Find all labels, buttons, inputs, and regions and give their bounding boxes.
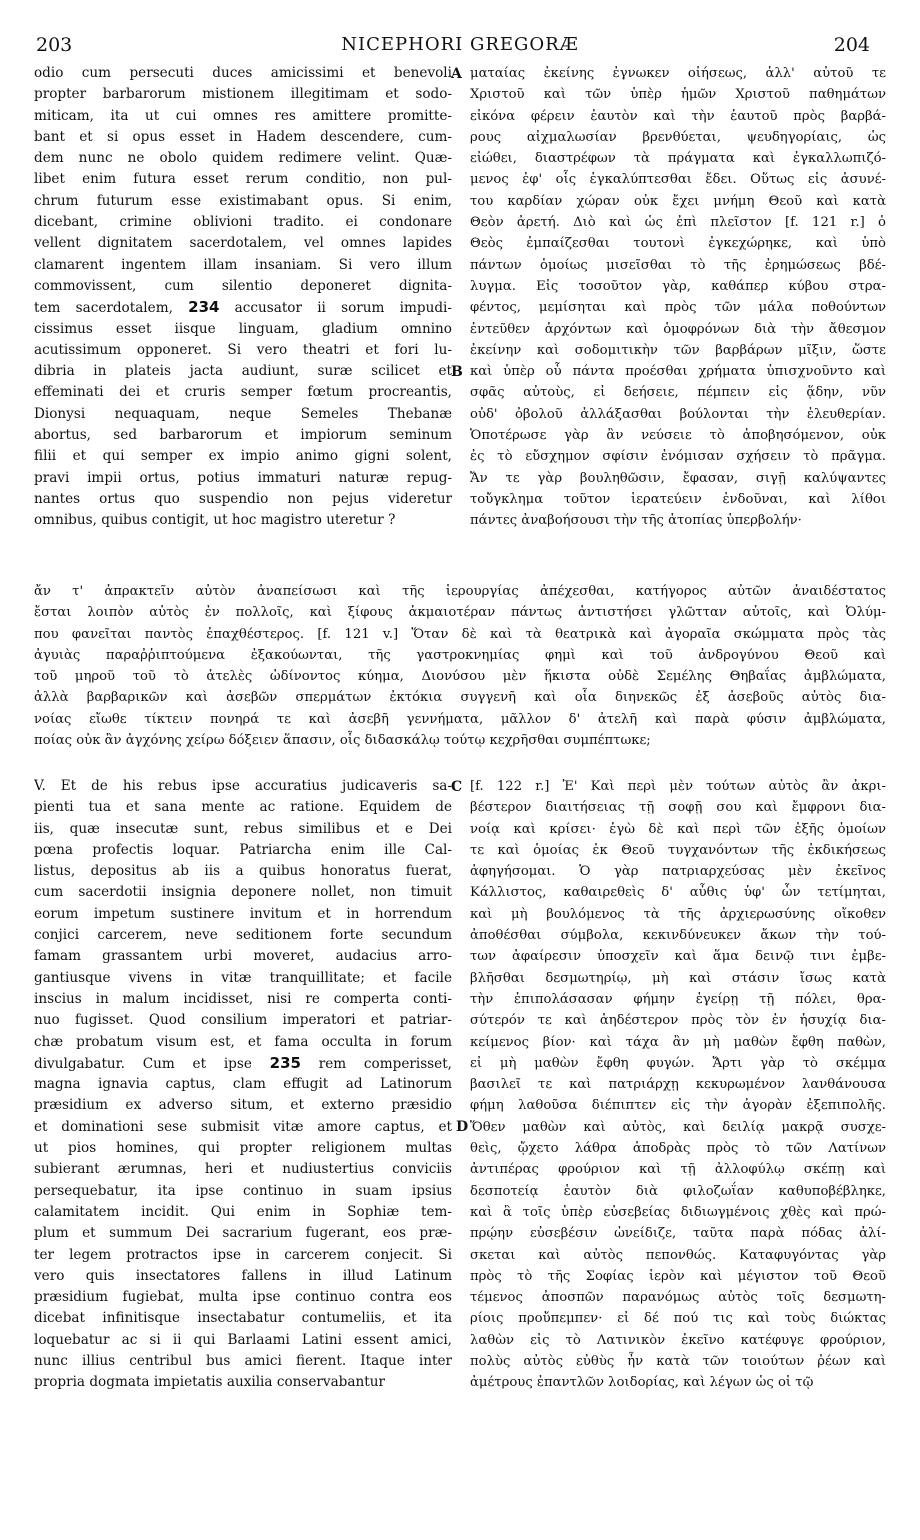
text-line: effeminati dei et cruris semper fœtum procreantis, [34, 384, 452, 401]
text-line: cissimus esset iisque linguam, gladium omnino [34, 320, 452, 337]
greek-column-top [470, 63, 886, 532]
text-line: chrum futurum esse existimabant opus. Si enim, [34, 192, 452, 209]
text-line: δεσποτείᾳ ἑαυτὸν διὰ φιλοζωΐαν καθυποβέβληκε, [470, 1183, 886, 1199]
text-line: καὶ μὴ βουλόμενος τὰ τῆς ἀρχιερωσύνης οἴκοθεν [470, 906, 886, 922]
text-line: conjici carcerem, neve seditionem forte secundum [34, 927, 452, 944]
text-line [34, 1053, 452, 1074]
text-line: cum sacerdotii insignia deponere nollet, non timuit [34, 884, 452, 901]
text-line: καὶ ὑπὲρ οὗ πάντα προέσθαι χρήματα ὑπισχνοῦντο καὶ [470, 364, 886, 380]
text-line: præsidium ex adverso situm, et externo præsidio [34, 1097, 452, 1114]
text-line: dibria in plateis jacta audiunt, suræ scilicet et [34, 363, 452, 380]
running-title: NICEPHORI GREGORÆ [341, 34, 579, 55]
text-line: plum et summum Dei sacrarium fugerant, eos præ- [34, 1225, 452, 1242]
text-line: ἐκείνην καὶ σοδομιτικὴν τῶν βαρβάρων μῖξιν, ὥστε [470, 342, 886, 358]
text-line: ποίας οὐκ ἂν ἀγχόνης χείρω δόξειεν ἅπασιν, οἷς διδασκάλῳ τούτῳ κεχρῆσθαι συμπέπτωκε; [34, 733, 651, 749]
text-line: nantes ortus quo suspendio non pejus videretur [34, 490, 452, 507]
text-line: του καρδίαν χώραν οὐκ ἔχει μνήμη Θεοῦ καὶ κατὰ [470, 193, 886, 209]
text-line: φήμη λαθοῦσα διέπιπτεν εἰς τὴν ἀγορὰν ἐξεπιπολῆς. [470, 1098, 886, 1114]
text-line: ἀλλὰ βαρβαρικῶν καὶ ἀσεβῶν σπερμάτων ἐκτόκια συγγενῆ καὶ οἷα διηνεκῶς ἐξ ἀσεβοῦς αὐτὸς δια- [34, 690, 886, 706]
text-line: et dominationi sese submisit vitæ amore captus, et [34, 1118, 452, 1135]
latin-column-bottom [34, 776, 452, 1394]
text-line: βλῆσθαι δεσμωτηρίῳ, μὴ καὶ στάσιν ἴσως κατὰ [470, 970, 886, 986]
text-line: ἀμέτρους ἐπαντλῶν λοιδορίας, καὶ λέγων ὡς οἱ τῷ [470, 1375, 814, 1391]
text-line: ἐντεῦθεν ἀρχόντων καὶ ὁμοφρόνων διὰ τὴν ἄθεσμον [470, 321, 886, 337]
latin-column-top [34, 63, 452, 532]
text-line: subierant ærumnas, heri et nudiustertius conviciis [34, 1161, 452, 1178]
text-line: πρὸς τὸ τῆς Σοφίας ἱερὸν καὶ μέγιστον τοῦ Θεοῦ [470, 1268, 886, 1284]
text-line: loquebatur ac si ii qui Barlaami Latini essent amici, [34, 1331, 452, 1348]
text-line: Θεὸν ἀρετή. Διὸ καὶ ὡς ἐπὶ πλεῖστον [f. 121 r.] ὁ [470, 215, 886, 231]
text-line: listus, depositus ab iis a quibus honoratus fuerat, [34, 863, 452, 880]
text-line: ρους αἰχμαλωσίαν βρενθύεται, ψευδηγορίαις, ὡς [470, 129, 886, 145]
text-line: pravi impii ortus, potius immaturi naturæ repug- [34, 469, 452, 486]
margin-marker-b: B [451, 364, 463, 380]
text-line: pienti tua et sana mente ac ratione. Equidem de [34, 799, 452, 816]
text-line: propria dogmata impietatis auxilia conservabantur [34, 1374, 385, 1391]
text-line: nunc illius centribul bus amici fierent. Itaque inter [34, 1353, 452, 1370]
text-line-start: divulgabatur. Cum et ipse [34, 1055, 270, 1072]
text-line: libet enim futura esset rerum conditio, non pul- [34, 171, 452, 188]
text-line: πρῴην εὐσεβέσιν ὠνείδιζε, ταῦτα παρὰ πόδας ἀλί- [470, 1226, 886, 1242]
text-line: σκεται καὶ αὐτὸς πεπονθώς. Καταφυγόντας γὰρ [470, 1247, 886, 1263]
text-line: commovissent, cum silentio deponeret dignita- [34, 277, 452, 294]
original-page-number: 235 [269, 1053, 301, 1072]
text-line: ἀποθέσθαι σύμβολα, κεκινδύνευκεν ἄκων τὴν τού- [470, 928, 886, 944]
right-page-number: 204 [833, 34, 870, 56]
text-line: νοίᾳ καὶ κρίσει· ἐγὼ δὲ καὶ περὶ τῶν ἑξῆς ὁμοίων [470, 821, 886, 837]
text-line: calamitatem incidit. Qui enim in Sophiæ tem- [34, 1203, 452, 1220]
text-line: famam grassantem urbi moveret, audacius arro- [34, 948, 452, 965]
text-line: omnibus, quibus contigit, ut hoc magistro uteretur ? [34, 512, 396, 529]
margin-marker-a: A [451, 66, 462, 82]
text-line: ἐς τὸ εὔσχημον σφίσιν ἐνόμισαν σχήσειν τὸ πρᾶγμα. [470, 449, 886, 465]
text-line: τοῦ μηροῦ τοῦ τὸ ἀτελὲς ὠδίνοντος κύημα, Διονύσου μὲν ἥκιστα οὐδὲ Σεμέλης Θηβαΐας ἀμβλώματα, [34, 669, 886, 685]
text-line: εἰκόνα φέρειν ἑαυτὸν καὶ τὴν ἑαυτοῦ πρὸς βαρβά- [470, 108, 886, 124]
margin-marker-c: C [451, 779, 463, 795]
text-line: Κάλλιστος, καθαιρεθεὶς δ' αὖθις ὑφ' ὧν τετίμηται, [470, 885, 886, 901]
text-line: κείμενος βίον· καὶ τάχα ἂν μὴ μαθὼν ἔφθη παθὼν, [470, 1034, 886, 1050]
left-page-number: 203 [36, 34, 73, 56]
page-header [0, 34, 920, 56]
text-line: nuo fugisset. Quod consilium imperatori et patriar- [34, 1012, 452, 1029]
text-line: νοίας εἴωθε τίκτειν πονηρά τε καὶ ἀσεβῆ γεννήματα, μᾶλλον δ' ἀτελῆ καὶ παρὰ φύσιν ἀμβλώματα, [34, 711, 886, 727]
text-line: inscius in malum incidisset, nisi re comperta conti- [34, 990, 452, 1007]
greek-column-bottom [470, 776, 886, 1394]
text-line-end: rem comperisset, [300, 1055, 452, 1072]
text-line: πάντες ἀναβοήσουσι τὴν τῆς ἀτοπίας ὑπερβολήν· [470, 513, 802, 529]
text-line: iis, quæ insecutæ sunt, rebus similibus et e Dei [34, 820, 452, 837]
greek-full-width-block [34, 581, 886, 751]
text-line: που φανεῖται παντὸς ἐπαχθέστερος. [f. 121 v.] Ὅταν δὲ καὶ τὰ θεατρικὰ καὶ ἀγοραῖα σκώμματα πρὸς τὰς [34, 626, 886, 642]
text-line: chæ probatum visum est, et fama occulta in forum [34, 1033, 452, 1050]
text-line: ter legem protractos ipse in carcerem conjecit. Si [34, 1246, 452, 1263]
text-line: λυγμα. Εἰς τοσοῦτον γὰρ, καθάπερ κύβου στρα- [470, 278, 886, 294]
text-line: abortus, sed barbarorum et impiorum seminum [34, 427, 452, 444]
text-line: Ἄν τε γὰρ βουληθῶσιν, ἔφασαν, σιγῇ καλύψαντες [470, 470, 886, 486]
text-line: V. Et de his rebus ipse accuratius judicaveris sa- [34, 778, 452, 794]
text-line: vero quis insectatores fallens in illud Latinum [34, 1267, 452, 1284]
text-line-end: accusator ii sorum impudi- [219, 300, 452, 317]
text-line: dicebat infinitisque insectabatur contumeliis, et ita [34, 1310, 452, 1327]
text-line: dicebant, crimine oblivioni tradito. ei condonare [34, 214, 452, 231]
margin-marker-d: D [456, 1119, 469, 1135]
text-line: εἰ μὴ μαθὼν ἔφθη φυγών. Ἄρτι γὰρ τὸ σκέμμα [470, 1055, 886, 1071]
text-line: ut pios homines, qui propter religionem multas [34, 1140, 452, 1157]
text-line: βέστερον διαιτήσειας τῇ σοφῇ σου καὶ ἔμφρονι δια- [470, 800, 886, 816]
text-line: magna ignavia captus, clam effugit ad Latinorum [34, 1076, 452, 1093]
text-line: dem nunc ne obolo quidem redimere velint. Quæ- [34, 150, 452, 167]
text-line: των ἀφαίρεσιν ὑποσχεῖν καὶ ἅμα δεινῷ τινι ἐμβε- [470, 949, 886, 965]
text-line: ρίοις προὔπεμπεν· εἰ δέ πού τις καὶ τοὺς διώκτας [470, 1311, 886, 1327]
text-line: τέμενος ἀποσπῶν παρανόμως αὐτὸς τοῖς δεσμωτη- [470, 1290, 886, 1306]
text-line: Χριστοῦ καὶ τῶν ὑπὲρ ἡμῶν Χριστοῦ παθημάτων [470, 87, 886, 103]
text-line: [f. 122 r.] Ἐ' Καὶ περὶ μὲν τούτων αὐτὸς ἂν ἀκρι- [470, 779, 886, 794]
text-line: filii et qui semper ex impio animo gigni solent, [34, 448, 452, 465]
text-line: vellent dignitatem sacerdotalem, vel omnes lapides [34, 235, 452, 252]
text-line: πολὺς αὐτὸς εὐθὺς ἦν κατὰ τῶν τοιούτων ῥέων καὶ [470, 1354, 886, 1370]
text-line: μενος ἐφ' οἷς ἐγκαλύπτεσθαι ἔδει. Οὕτως εἰς ἀσυνέ- [470, 172, 886, 188]
text-line: ἔσται λοιπὸν αὐτὸς ἐν πολλοῖς, καὶ ξίφους ἀκμαιοτέραν πάντως ἀντιστήσει γλῶτταν αὐτοῖς, καὶ Ὀλύμ- [34, 605, 886, 621]
text-line: pœna profectis loquar. Patriarcha enim ille Cal- [34, 841, 452, 858]
text-line: Ὁποτέρωσε γὰρ ἂν νεύσειε τὸ ἀποβησόμενον, οὐκ [470, 428, 886, 444]
text-line: Θεὸς ἐμπαίζεσθαι τουτονὶ ἐγκεχώρηκε, καὶ ὑπὸ [470, 236, 886, 252]
text-line: acutissimum opponeret. Si vero theatri et fori lu- [34, 341, 452, 358]
text-line: εἰώθει, διαστρέφων τὰ πράγματα καὶ ἐγκαλλωπιζό- [470, 151, 886, 167]
text-line: φέντος, μεμίσηται καὶ πρὸς τῶν μάλα ποθούντων [470, 300, 886, 316]
text-line-start: tem sacerdotalem, [34, 300, 189, 317]
text-line: Ὅθεν μαθὼν καὶ αὐτὸς, καὶ δειλίᾳ μακρᾷ συσχε- [470, 1119, 886, 1135]
text-line: propter barbarorum mistionem illegitimam et sodo- [34, 86, 452, 103]
text-line: ματαίας ἐκείνης ἐγνωκεν οἰήσεως, ἀλλ' αὐτοῦ τε [470, 66, 886, 81]
text-line: ἀντιπέρας φρούριον καὶ τῇ ἀλλοφύλῳ σκέπῃ καὶ [470, 1162, 886, 1178]
text-line: bant et si opus esset in Hadem descendere, cum- [34, 128, 452, 145]
text-line: οὐδ' ὀβολοῦ ἀλλάξασθαι βούλονται τὴν ἐλευθερίαν. [470, 406, 886, 422]
text-line [34, 297, 452, 318]
text-line: gantiusque vivens in vitæ tranquillitate; et facile [34, 969, 452, 986]
text-line: τοὔγκλημα τοῦτον ἱερατεύειν ἐνδοῦναι, καὶ λίθοι [470, 491, 886, 507]
text-line: Dionysi nequaquam, neque Semeles Thebanæ [34, 405, 452, 422]
text-line: τὴν ἐπιπολάσασαν φήμην ἐγείρῃ τῇ πόλει, θρα- [470, 991, 886, 1007]
text-line: βασιλεῖ τε καὶ πατριάρχῃ κεκυρωμένον λανθάνουσα [470, 1077, 886, 1093]
text-line: præsidium fugiebat, multa ipse continuo contra eos [34, 1289, 452, 1306]
text-line: odio cum persecuti duces amicissimi et benevoli [34, 65, 452, 81]
text-line: καὶ ἃ τοῖς ὑπὲρ εὐσεβείας διδιωγμένοις χθὲς καὶ πρώ- [470, 1204, 886, 1220]
original-page-number: 234 [188, 298, 220, 317]
text-line: ἀφηγήσομαι. Ὁ γὰρ πατριαρχεύσας μὲν ἐκεῖνος [470, 864, 886, 880]
text-line: τε καὶ ὁμοίας ἐκ Θεοῦ τυγχανόντων τῆς ἐκδικήσεως [470, 842, 886, 858]
text-line: πάντων ὁμοίως μισεῖσθαι τὸ τῆς ἐρημώσεως βδέ- [470, 257, 886, 273]
text-line: ἄν τ' ἀπρακτεῖν αὐτὸν ἀναπείσωσι καὶ τῆς ἱερουργίας ἀπέχεσθαι, κατήγορος αὐτῶν ἀναιδέστατος [34, 584, 886, 599]
text-line: θεὶς, ᾤχετο λάθρα ἀποδρὰς πρὸς τὸ τῶν Λατίνων [470, 1141, 886, 1157]
text-line: miticam, ita ut cui omnes res amittere promitte- [34, 107, 452, 124]
text-line: σφᾶς αὐτοὺς, εἰ δεήσειε, πέμπειν εἰς ᾅδην, νῦν [470, 385, 886, 401]
text-line: eorum impetum sustinere invitum et in horrendum [34, 905, 452, 922]
text-line: persequebatur, ita ipse continuo in suam ipsius [34, 1182, 452, 1199]
text-line: σύτερόν τε καὶ ἀηδέστερον πρὸς τὸν ἐν ἡσυχίᾳ δια- [470, 1013, 886, 1029]
text-line: clamarent ingentem illam insaniam. Si vero illum [34, 256, 452, 273]
text-line: λαθὼν εἰς τὸ Λατινικὸν ἐκεῖνο κατέφυγε φρούριον, [470, 1332, 886, 1348]
text-line: ἀγυιὰς παραῤῥιπτούμενα ἐξακούωνται, τῆς γαστροκνημίας φημὶ καὶ τοῦ ἀνδρογύνου Θεοῦ καὶ [34, 647, 886, 663]
